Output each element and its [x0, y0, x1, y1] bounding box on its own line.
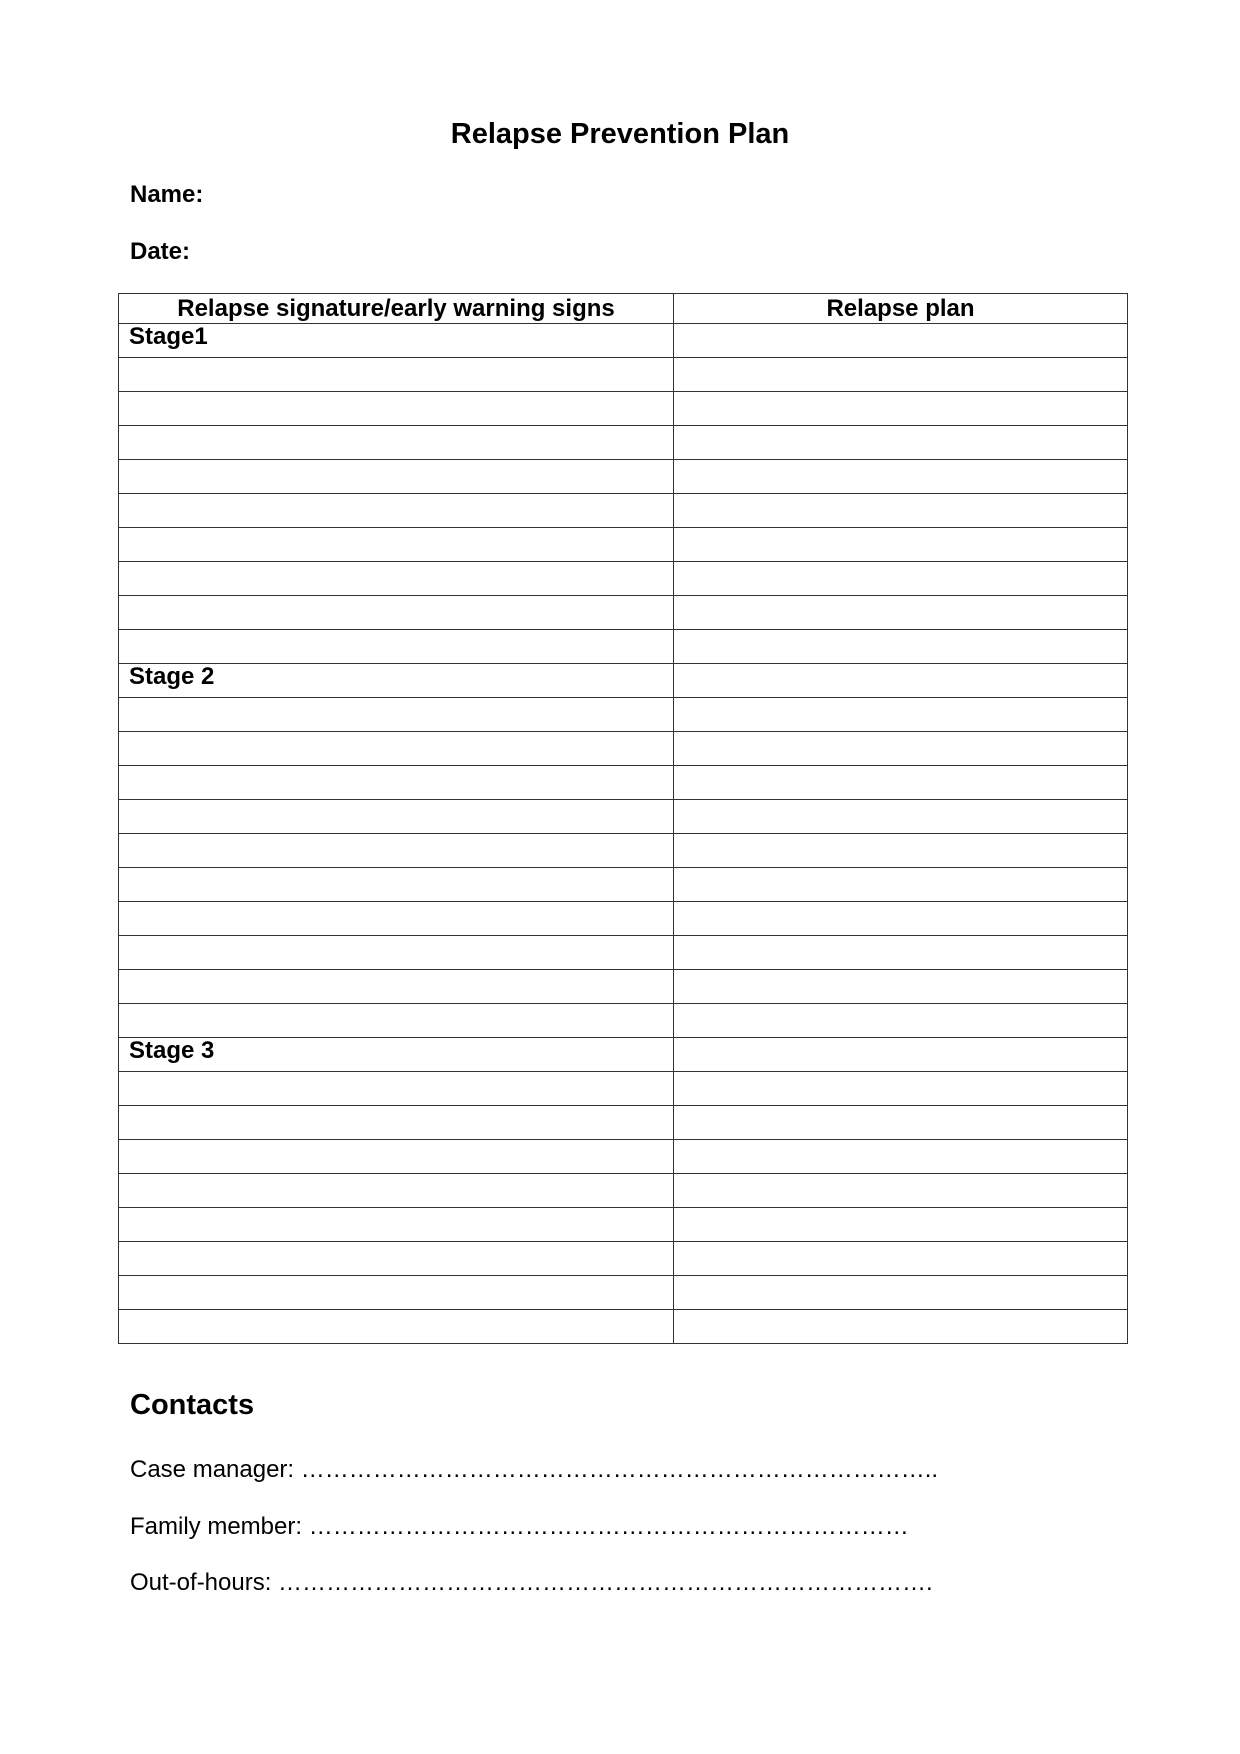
table-row	[119, 1038, 1128, 1072]
warning-sign-cell	[119, 630, 674, 664]
table-body	[119, 324, 1128, 1344]
warning-sign-cell	[119, 1310, 674, 1344]
warning-sign-cell	[119, 1072, 674, 1106]
table-row	[119, 766, 1128, 800]
table-row	[119, 1276, 1128, 1310]
warning-sign-cell	[119, 800, 674, 834]
table-row	[119, 528, 1128, 562]
table-row	[119, 426, 1128, 460]
relapse-plan-cell	[674, 1174, 1128, 1208]
name-label: Name:	[130, 181, 204, 208]
relapse-plan-cell	[674, 970, 1128, 1004]
warning-sign-cell	[119, 1174, 674, 1208]
relapse-plan-cell	[674, 528, 1128, 562]
date-label: Date:	[130, 238, 191, 265]
warning-sign-cell	[119, 1242, 674, 1276]
table-row	[119, 1004, 1128, 1038]
table-row	[119, 460, 1128, 494]
table-row	[119, 1242, 1128, 1276]
relapse-plan-cell	[674, 1072, 1128, 1106]
relapse-plan-cell	[674, 1310, 1128, 1344]
warning-sign-cell	[119, 1106, 674, 1140]
warning-sign-cell	[119, 902, 674, 936]
warning-sign-cell	[119, 562, 674, 596]
warning-sign-cell	[119, 970, 674, 1004]
warning-sign-cell	[119, 936, 674, 970]
warning-sign-cell	[119, 1140, 674, 1174]
relapse-plan-cell	[674, 392, 1128, 426]
table-row	[119, 324, 1128, 358]
table-row	[119, 902, 1128, 936]
table-row	[119, 392, 1128, 426]
relapse-plan-cell	[674, 834, 1128, 868]
contact-out-of-hours: Out-of-hours: ……………………………………………………………………….	[130, 1569, 933, 1596]
table-row	[119, 1174, 1128, 1208]
table-row	[119, 630, 1128, 664]
warning-sign-cell	[119, 460, 674, 494]
table-row	[119, 698, 1128, 732]
contact-case-manager: Case manager: ……………………………………………………………………..	[130, 1456, 939, 1483]
relapse-plan-cell	[674, 1242, 1128, 1276]
relapse-plan-cell	[674, 562, 1128, 596]
warning-sign-cell	[119, 528, 674, 562]
relapse-plan-cell	[674, 800, 1128, 834]
warning-sign-cell	[119, 1276, 674, 1310]
relapse-plan-cell	[674, 698, 1128, 732]
header-relapse-plan: Relapse plan	[674, 294, 1128, 324]
warning-sign-cell	[119, 1208, 674, 1242]
table-row	[119, 664, 1128, 698]
relapse-plan-cell	[674, 358, 1128, 392]
table-row	[119, 868, 1128, 902]
relapse-plan-cell	[674, 324, 1128, 358]
warning-sign-cell	[119, 392, 674, 426]
contact-family-member: Family member: …………………………………………………………………	[130, 1513, 909, 1540]
relapse-plan-cell	[674, 426, 1128, 460]
relapse-plan-cell	[674, 596, 1128, 630]
table-row	[119, 494, 1128, 528]
relapse-plan-cell	[674, 732, 1128, 766]
table-row	[119, 1072, 1128, 1106]
relapse-plan-cell	[674, 1276, 1128, 1310]
table-row	[119, 562, 1128, 596]
relapse-plan-cell	[674, 494, 1128, 528]
table-row	[119, 1140, 1128, 1174]
relapse-plan-cell	[674, 868, 1128, 902]
relapse-plan-cell	[674, 936, 1128, 970]
relapse-plan-cell	[674, 1004, 1128, 1038]
table-row	[119, 1310, 1128, 1344]
page-title: Relapse Prevention Plan	[450, 118, 790, 150]
relapse-plan-cell	[674, 1106, 1128, 1140]
header-warning-signs: Relapse signature/early warning signs	[119, 294, 674, 324]
warning-sign-cell	[119, 834, 674, 868]
warning-sign-cell	[119, 358, 674, 392]
warning-sign-cell	[119, 868, 674, 902]
table-row	[119, 834, 1128, 868]
stage-label: Stage 3	[119, 1038, 674, 1072]
table-row	[119, 358, 1128, 392]
warning-sign-cell	[119, 1004, 674, 1038]
relapse-plan-cell	[674, 766, 1128, 800]
relapse-plan-cell	[674, 902, 1128, 936]
relapse-plan-cell	[674, 1140, 1128, 1174]
warning-sign-cell	[119, 698, 674, 732]
warning-sign-cell	[119, 766, 674, 800]
relapse-plan-cell	[674, 460, 1128, 494]
stage-label: Stage1	[119, 324, 674, 358]
warning-sign-cell	[119, 732, 674, 766]
relapse-plan-table	[118, 293, 1128, 1344]
table-row	[119, 732, 1128, 766]
table-row	[119, 970, 1128, 1004]
table-row	[119, 1208, 1128, 1242]
warning-sign-cell	[119, 596, 674, 630]
table-row	[119, 936, 1128, 970]
table-row	[119, 596, 1128, 630]
table-row	[119, 800, 1128, 834]
table-row	[119, 1106, 1128, 1140]
contacts-heading: Contacts	[130, 1389, 255, 1421]
table-header-row	[119, 294, 1128, 324]
relapse-plan-cell	[674, 1038, 1128, 1072]
warning-sign-cell	[119, 494, 674, 528]
relapse-plan-cell	[674, 630, 1128, 664]
stage-label: Stage 2	[119, 664, 674, 698]
warning-sign-cell	[119, 426, 674, 460]
relapse-plan-cell	[674, 1208, 1128, 1242]
relapse-plan-cell	[674, 664, 1128, 698]
